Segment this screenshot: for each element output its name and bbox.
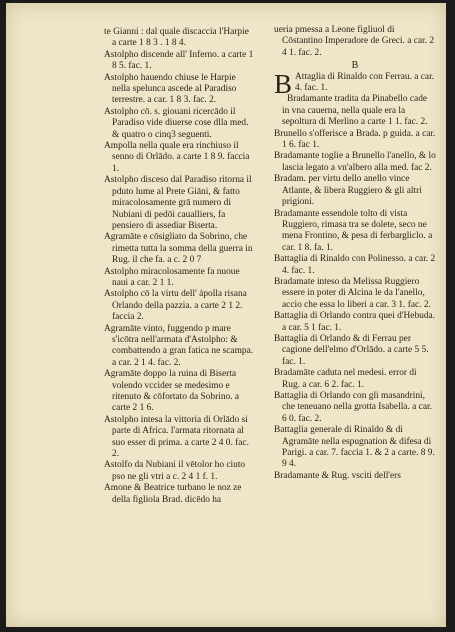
index-entry: Amone & Beatrice turbano le noz ze della figliola Brad. dicēdo ha bbox=[104, 483, 242, 505]
index-entry: Astolfo da Nubiani il vētolor ho ciuto pso ne gli vtri a c. 2 4 1 f. 1. bbox=[104, 460, 246, 482]
index-entry: Agramāte vinto, fuggendo p mare s'icōtra nell'armata d'Astolpho: & combattendo a gran fatica ne scampa. a car. 2 1 4. fac. 2. bbox=[104, 323, 254, 368]
index-entry: Bradamāte caduta nel medesi. error di Rug. a car. 6 2. fac. 1. bbox=[274, 368, 417, 390]
book-page bbox=[6, 3, 446, 627]
index-entry: Battaglia di Orlando con gli masandrini, che teneuano nella grotta Isabella. a car. 6 0. fac. 2. bbox=[274, 391, 432, 424]
index-entry: Bradamante essendole tolto di vista Ruggiero, rimasa tra se dolete, seco ne mena Frontino, & pesa di ferbargliclo. a car. 1 8. fa. 1. bbox=[274, 208, 433, 253]
index-entry: Astolpho cō. s. giouani ricercādo il Paradiso vide diuerse cose dlla med. & quatro o cinq3 seguenti. bbox=[104, 106, 249, 140]
index-entry: Battaglia di Rinaldo con Polinesso. a car. 2 4. fac. 1. bbox=[274, 254, 436, 276]
index-entry: Agramāte e cōsigliato da Sobrino, che rimetta tutta la somma della guerra in Rug. il che fa. a c. 2 0 7 bbox=[104, 232, 253, 266]
index-entry: Battaglia di Orlando & di Ferrau per cagione dell'elmo d'Orlādo. a carte 5 5. fac. 1. bbox=[274, 333, 429, 367]
index-entry-text: Attaglia di Rinaldo con Ferrau. a car. 4. fac. 1. bbox=[295, 71, 435, 94]
drop-cap: B bbox=[274, 68, 293, 99]
index-entry: Ampolla nella quale era rinchiuso il senno di Orlādo. a carte 1 8 9. faccia 1. bbox=[104, 141, 250, 174]
index-entry: Bradamate inteso da Melissa Ruggiero essere in poter di Alcina le da l'anello, accio che essa lo liberi a car. 3 1. fac. 2. bbox=[274, 276, 431, 310]
index-column-left bbox=[104, 27, 254, 506]
index-entry: Astolpho disceso dal Paradiso ritorna il pduto lume al Prete Giāni, & fatto miracolosamente grā numero di Nubiani di pedōi caualliers, fa pensiero di assediar Biserta. bbox=[104, 175, 252, 231]
index-entry: Bradam. per virtu dello anello vince Atlante, & libera Ruggiero & gli altri prigioni. bbox=[274, 174, 422, 208]
index-entry: Astolpho cō la virtu dell' ápolla risana Orlando della pazzia. a carte 2 1 2. faccia 2. bbox=[104, 289, 247, 323]
index-entry: Bradamante toglie a Brunello l'anello, & lo lascia legato a vn'albero alla med. fac 2. bbox=[274, 151, 436, 173]
index-entry: Astolpho intesa la vittoria di Orlādo si parte di Africa. l'armata ritornata al suo esser di prima. a carte 2 4 0. fac. 2. bbox=[104, 414, 249, 460]
index-entry: Agramāte doppo la ruina di Biserta volendo vccider se medesimo e ritenuto & cōfortato da Sobrino. a carte 2 1 6. bbox=[104, 369, 240, 414]
index-column-right bbox=[274, 25, 436, 482]
index-entry: Astolpho miracolosamente fa nuoue naui a car. 2 1 1. bbox=[104, 266, 240, 288]
index-entry: Battaglia generale di Rinaldo & di Agramāte nella espugnation & difesa di Parigi. a car. 7. faccia 1. & 2 a carte. 8 9. 9 4. bbox=[274, 425, 435, 470]
index-entry: Bradamante tradita da Pinabello cade in vna cauerna, nella quale era la sepoltura di Merlino a carte 1 1. fac. 2. bbox=[282, 94, 428, 128]
index-entry-continued: ueria pmessa a Leone figliuol di Cōstantino Imperadore de Greci. a car. 2 4 1. fac. 2. bbox=[274, 25, 435, 58]
index-entry: Battaglia di Orlando contra quei d'Hebuda. a car. 5 1 fac. 1. bbox=[274, 311, 436, 333]
index-entry: Brunello s'offerisce a Brada. p guida. a car. 1 6. fac 1. bbox=[274, 128, 436, 151]
section-letter: B bbox=[351, 60, 359, 72]
index-entry bbox=[274, 68, 436, 99]
index-entry: Astolpho hauendo chiuse le Harpie nella spelunca ascede al Paradiso terrestre. a car. 1 8 3. fac. 2. bbox=[104, 72, 237, 106]
index-entry: Astolpho discende all' Inferno. a carte 1 8 5. fac. 1. bbox=[104, 49, 254, 72]
index-entry: Bradamante & Rug. vsciti dell'ers bbox=[274, 470, 401, 481]
index-entry: te Gianni : dal quale discaccia l'Harpie a carte 1 8 3 . 1 8 4. bbox=[104, 27, 249, 49]
